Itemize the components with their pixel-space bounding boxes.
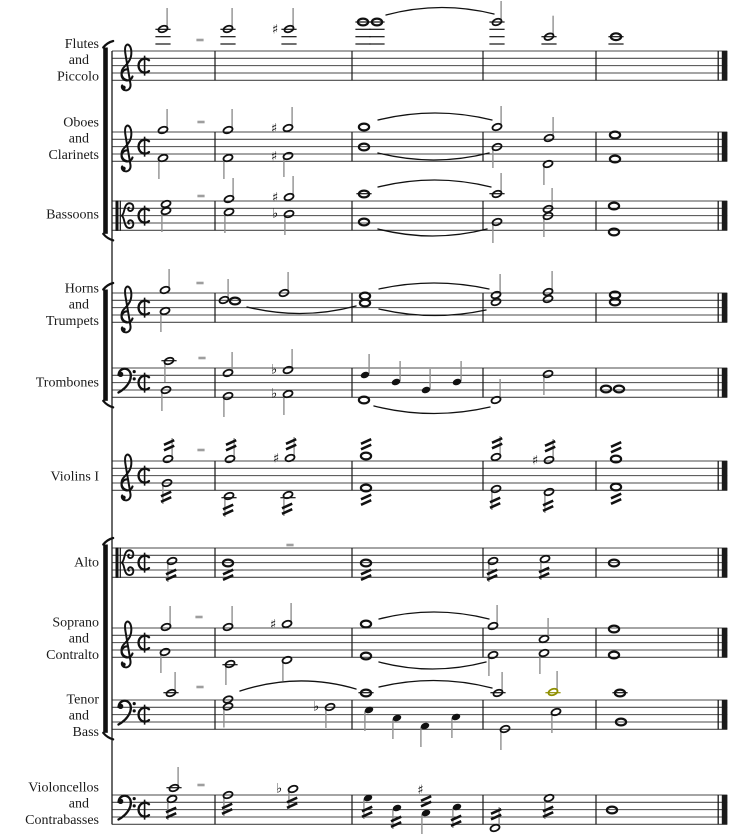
tremolo-slash: [361, 439, 371, 444]
staff-label: and: [68, 53, 89, 69]
staff-label: Flutes: [64, 36, 99, 52]
half-notehead: [544, 488, 555, 497]
whole-notehead: [610, 132, 620, 139]
bass-clef-dot: [133, 709, 136, 712]
tie-curve: [240, 681, 356, 691]
tie-curve: [247, 306, 356, 314]
half-notehead: [223, 623, 234, 632]
half-rest: [197, 449, 204, 452]
whole-notehead: [611, 456, 621, 463]
half-notehead: [543, 295, 554, 304]
whole-notehead: [360, 293, 370, 300]
tie-curve: [379, 283, 489, 289]
sharp-icon: ♯: [269, 617, 277, 633]
staff-label: and: [68, 708, 89, 724]
half-rest: [286, 544, 293, 547]
half-notehead: [160, 648, 171, 657]
half-notehead: [223, 126, 234, 135]
half-notehead: [491, 485, 502, 494]
whole-notehead: [359, 124, 369, 131]
tremolo-slash: [611, 499, 621, 504]
final-barline-thick: [722, 795, 728, 824]
tremolo-slash: [611, 442, 621, 447]
tie-curve: [378, 113, 492, 120]
tie-curve: [379, 612, 489, 619]
flat-icon: ♭: [276, 781, 283, 797]
half-notehead: [158, 126, 169, 135]
whole-notehead: [611, 484, 621, 491]
final-barline-thick: [722, 548, 728, 577]
half-notehead: [163, 455, 174, 464]
final-barline-thick: [722, 132, 728, 161]
staff-label: and: [68, 297, 89, 313]
final-barline-thick: [722, 201, 728, 230]
sharp-icon: ♯: [272, 451, 280, 467]
bracket-hook-top: [103, 41, 113, 48]
final-barline-thick: [722, 461, 728, 490]
tie-curve: [378, 180, 491, 187]
half-notehead: [161, 623, 172, 632]
half-notehead: [544, 456, 555, 465]
final-barline-thick: [722, 368, 728, 397]
bass-clef-dot: [133, 804, 136, 807]
group-bracket: [103, 545, 108, 733]
group-bracket: [103, 48, 108, 234]
c-clef-icon: [122, 203, 133, 215]
c-clef-icon: [116, 201, 119, 231]
c-clef-icon: [122, 216, 133, 228]
whole-notehead: [361, 621, 371, 628]
half-notehead: [284, 193, 295, 202]
tremolo-slash: [361, 495, 371, 500]
whole-notehead: [609, 626, 619, 633]
staff-label: and: [68, 131, 89, 147]
half-notehead: [544, 134, 555, 143]
staff-label: Bassoons: [46, 207, 99, 223]
final-barline-thick: [722, 628, 728, 657]
tremolo-slash: [611, 448, 621, 453]
half-rest: [197, 195, 204, 198]
whole-notehead: [609, 229, 619, 236]
half-notehead: [284, 210, 295, 219]
bass-clef-icon: [119, 796, 131, 820]
half-notehead: [488, 651, 499, 660]
staff-label: Alto: [74, 555, 99, 571]
half-notehead: [223, 369, 234, 378]
whole-notehead: [610, 156, 620, 163]
half-notehead: [543, 370, 554, 379]
whole-notehead: [610, 299, 620, 306]
whole-notehead: [610, 292, 620, 299]
half-rest: [197, 121, 204, 124]
c-clef-icon: [116, 548, 119, 578]
bass-clef-icon: [119, 701, 131, 725]
half-notehead: [491, 453, 502, 462]
half-rest: [195, 616, 202, 619]
half-rest: [196, 686, 203, 689]
half-notehead: [488, 622, 499, 631]
half-rest: [196, 39, 203, 42]
final-barline-thick: [722, 700, 728, 729]
bass-clef-dot: [133, 377, 136, 380]
half-notehead: [492, 123, 503, 132]
final-barline-thick: [722, 51, 728, 80]
half-rest: [196, 282, 203, 285]
half-notehead: [225, 660, 236, 669]
bass-clef-dot: [133, 797, 136, 800]
whole-notehead: [359, 397, 369, 404]
whole-notehead: [361, 453, 371, 460]
sharp-icon: ♯: [271, 190, 279, 206]
treble-clef-dot: [122, 167, 126, 171]
sharp-icon: ♯: [270, 121, 278, 137]
half-notehead: [490, 824, 501, 833]
staff-label: Bass: [72, 725, 99, 741]
half-notehead: [491, 298, 502, 307]
half-notehead: [282, 620, 293, 629]
half-rest: [197, 784, 204, 787]
half-rest: [198, 357, 205, 360]
sharp-icon: ♯: [270, 149, 278, 165]
flat-icon: ♭: [313, 699, 320, 715]
whole-notehead: [359, 219, 369, 226]
tremolo-slash: [361, 445, 371, 450]
sharp-icon: ♯: [531, 453, 539, 469]
whole-notehead: [361, 485, 371, 492]
half-notehead: [224, 492, 235, 501]
staff-label: Tenor: [66, 692, 99, 708]
group-bracket: [103, 290, 108, 401]
staff-label: Oboes: [63, 115, 99, 131]
half-notehead: [225, 455, 236, 464]
tremolo-slash: [611, 494, 621, 499]
whole-notehead: [601, 386, 611, 393]
flat-icon: ♭: [271, 362, 278, 378]
bass-clef-dot: [133, 370, 136, 373]
half-notehead: [488, 557, 499, 566]
tremolo-slash: [361, 500, 371, 505]
c-clef-icon: [122, 563, 133, 575]
flat-icon: ♭: [271, 386, 278, 402]
half-notehead: [283, 124, 294, 133]
whole-notehead: [361, 653, 371, 660]
bass-clef-icon: [119, 369, 131, 393]
half-notehead: [223, 392, 234, 401]
treble-clef-dot: [122, 328, 126, 332]
sharp-icon: ♯: [417, 783, 424, 798]
tie-curve: [374, 406, 490, 414]
staff-label: Trombones: [35, 375, 99, 391]
half-notehead: [223, 702, 234, 711]
sharp-icon: ♯: [271, 22, 279, 38]
staff-label: Violins I: [50, 469, 99, 485]
half-notehead: [288, 785, 299, 794]
staff-label: Clarinets: [48, 148, 99, 164]
staff-label: and: [68, 796, 89, 812]
half-notehead: [548, 688, 559, 697]
staff-label: Horns: [64, 281, 99, 297]
whole-notehead: [360, 300, 370, 307]
staff-label: Violoncellos: [28, 780, 99, 796]
whole-notehead: [614, 386, 624, 393]
half-notehead: [492, 218, 503, 227]
whole-notehead: [230, 298, 240, 305]
staff-label: Piccolo: [57, 69, 99, 85]
flat-icon: ♭: [272, 206, 279, 222]
final-barline-thick: [722, 293, 728, 322]
half-notehead: [283, 152, 294, 161]
treble-clef-dot: [122, 663, 126, 667]
staff-label: Contrabasses: [25, 813, 99, 829]
half-notehead: [167, 557, 178, 566]
tie-curve: [379, 680, 492, 688]
treble-clef-dot: [122, 496, 126, 500]
bass-clef-dot: [133, 702, 136, 705]
half-notehead: [224, 195, 235, 204]
staff-label: Contralto: [46, 648, 99, 664]
treble-clef-dot: [122, 86, 126, 90]
staff-label: Soprano: [52, 615, 99, 631]
tie-curve: [386, 7, 494, 15]
whole-notehead: [609, 203, 619, 210]
half-notehead: [283, 366, 294, 375]
tie-curve: [379, 662, 486, 669]
whole-notehead: [609, 652, 619, 659]
staff-label: Trumpets: [45, 314, 99, 330]
staff-label: and: [68, 631, 89, 647]
c-clef-icon: [122, 550, 133, 562]
